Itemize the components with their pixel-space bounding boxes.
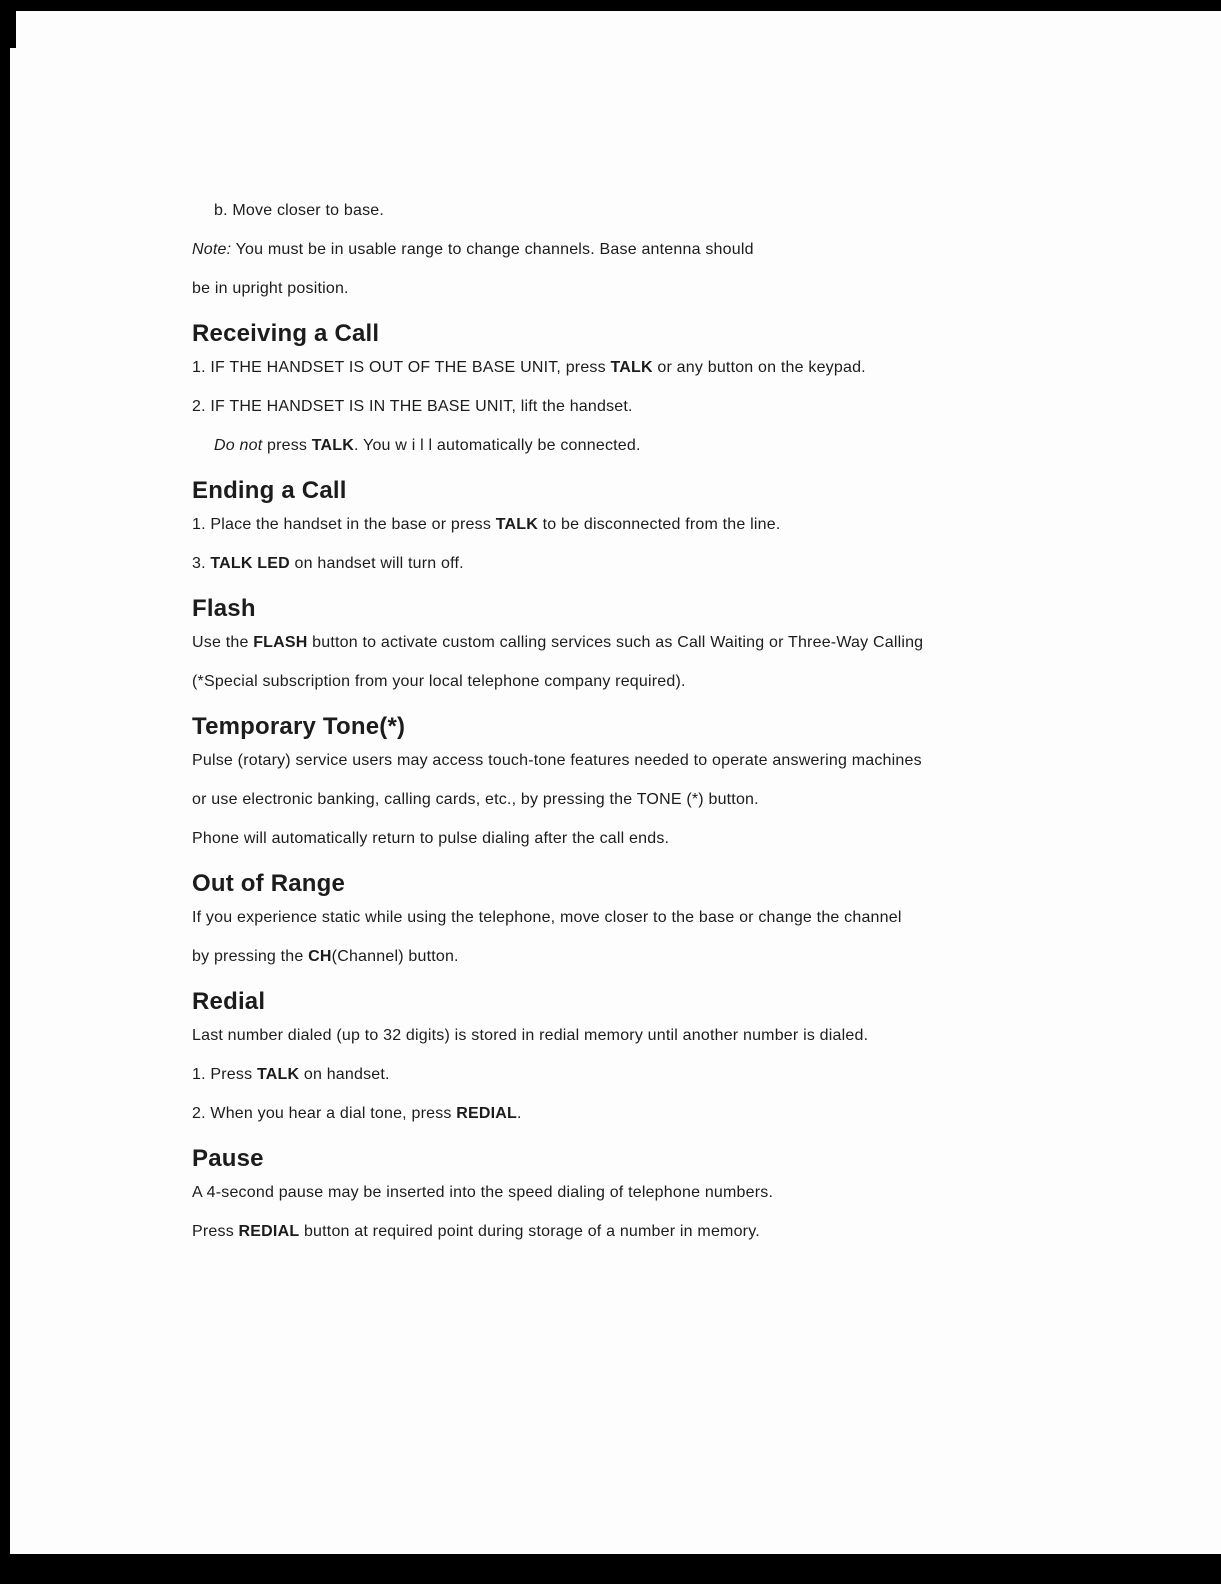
text-segment: to be disconnected from the line. — [537, 516, 781, 533]
text-segment: You must be in usable range to change channels. Base antenna should — [231, 241, 754, 258]
sections — [192, 322, 1022, 1240]
text-segment: FLASH — [253, 634, 308, 651]
section-title: Redial — [192, 988, 266, 1015]
text-segment: TALK — [311, 437, 355, 454]
text-segment: TALK — [495, 516, 538, 533]
text-segment: REDIAL — [456, 1105, 518, 1122]
body-line — [192, 753, 1022, 769]
scan-edge-bottom — [0, 1554, 1221, 1584]
text-segment: button to activate custom calling services such as Call Waiting or Three-Way Calling — [307, 634, 924, 651]
text-segment: Use the — [192, 634, 254, 651]
text-segment: by pressing the — [192, 948, 309, 965]
body-line — [192, 792, 1022, 808]
manual-section — [192, 322, 1022, 454]
body-line — [192, 635, 1022, 651]
section-title: Flash — [192, 595, 256, 622]
text-segment: Phone will automatically return to pulse dialing after the call ends. — [192, 830, 670, 847]
body-line — [192, 949, 1022, 965]
text-segment: Do not — [214, 437, 263, 454]
text-segment: TALK — [610, 359, 653, 376]
body-line — [192, 674, 1022, 690]
text-segment: If you experience static while using the telephone, move closer to the base or change the channel — [192, 909, 902, 926]
text-segment: 3. — [192, 555, 211, 572]
text-segment: on handset. — [299, 1066, 390, 1083]
section-title: Pause — [192, 1145, 264, 1172]
text-segment: Last number dialed (up to 32 digits) is stored in redial memory until another number is dialed. — [192, 1027, 869, 1044]
text-segment: 1. Place the handset in the base or press — [192, 516, 496, 533]
text-segment: . — [517, 1105, 522, 1122]
section-title: Out of Range — [192, 870, 346, 897]
body-line — [192, 1185, 1022, 1201]
text-segment: or use electronic banking, calling cards, etc., by pressing the TONE (*) button. — [192, 791, 759, 808]
body-line — [192, 831, 1022, 847]
body-line — [192, 1224, 1022, 1240]
body-line — [192, 399, 1022, 415]
text-segment: on handset will turn off. — [289, 555, 464, 572]
manual-section — [192, 990, 1022, 1122]
text-segment: TALK — [256, 1066, 300, 1083]
text-segment: (*Special subscription from your local telephone company required). — [192, 673, 686, 690]
body-line — [192, 360, 1022, 376]
section-title: Receiving a Call — [192, 320, 380, 347]
manual-section — [192, 872, 1022, 965]
text-segment: Note: — [192, 241, 232, 258]
manual-section — [192, 715, 1022, 847]
scan-edge-top — [0, 0, 1221, 11]
text-segment: press — [262, 437, 312, 454]
scan-edge-left — [0, 0, 10, 1584]
text-segment: A 4-second pause may be inserted into the speed dialing of telephone numbers. — [192, 1184, 774, 1201]
manual-section — [192, 1147, 1022, 1240]
section-title: Temporary Tone(*) — [192, 713, 406, 740]
text-segment: or any button on the keypad. — [652, 359, 866, 376]
body-line — [192, 242, 1022, 258]
body-line — [192, 556, 1022, 572]
text-segment: Press — [192, 1223, 239, 1240]
text-segment: Pulse (rotary) service users may access touch-tone features needed to operate answering machines — [192, 752, 922, 769]
text-segment: b. Move closer to base. — [214, 202, 385, 219]
text-segment: 2. IF THE HANDSET IS IN THE BASE UNIT, lift the handset. — [192, 398, 633, 415]
body-line — [192, 281, 1022, 297]
section-title: Ending a Call — [192, 477, 347, 504]
text-segment: TALK LED — [210, 555, 290, 572]
body-line — [192, 910, 1022, 926]
text-segment: REDIAL — [238, 1223, 300, 1240]
body-line — [192, 203, 1022, 219]
body-line — [192, 1067, 1022, 1083]
text-segment: . You w i l l automatically be connected. — [354, 437, 641, 454]
text-segment: be in upright position. — [192, 280, 349, 297]
body-line — [192, 1028, 1022, 1044]
body-line — [192, 1106, 1022, 1122]
manual-section — [192, 597, 1022, 690]
body-line — [192, 517, 1022, 533]
text-segment: (Channel) button. — [331, 948, 459, 965]
body-line — [192, 438, 1022, 454]
manual-section — [192, 479, 1022, 572]
intro-block — [192, 203, 1022, 297]
text-segment: 1. IF THE HANDSET IS OUT OF THE BASE UNIT, press — [192, 359, 611, 376]
text-segment: 1. Press — [192, 1066, 257, 1083]
text-segment: 2. When you hear a dial tone, press — [192, 1105, 457, 1122]
text-segment: CH — [308, 948, 332, 965]
scan-edge-corner — [0, 0, 16, 48]
text-segment: button at required point during storage of a number in memory. — [299, 1223, 760, 1240]
page-content — [192, 203, 1022, 1263]
